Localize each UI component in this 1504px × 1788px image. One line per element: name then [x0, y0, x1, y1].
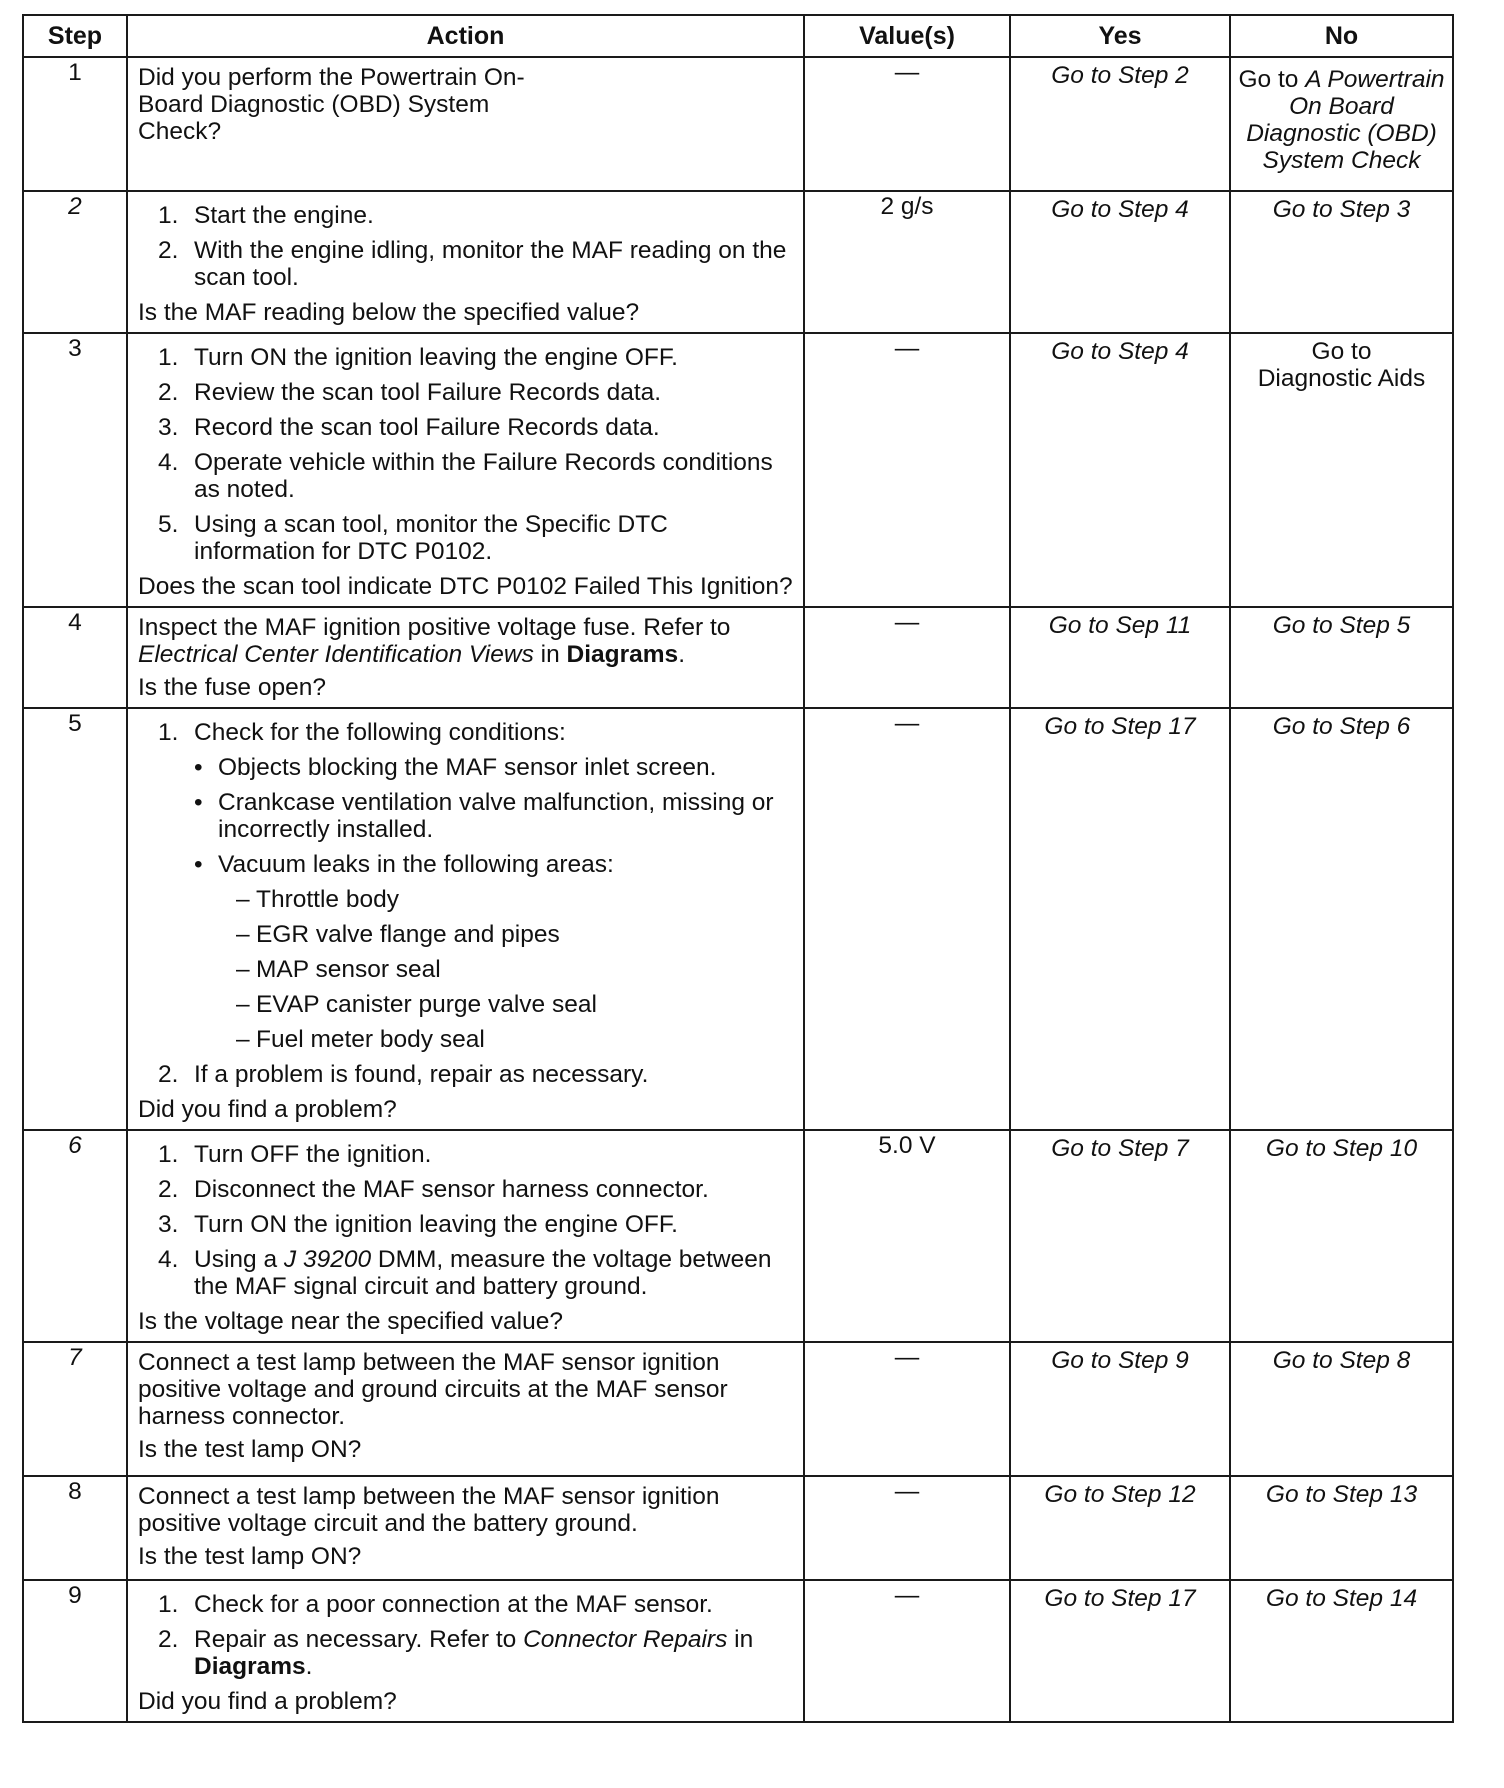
- header-no: No: [1230, 15, 1453, 57]
- value-cell: —: [804, 1580, 1010, 1722]
- action-text: Connect a test lamp between the MAF sensor ignition positive voltage circuit and the battery ground.: [138, 1483, 720, 1537]
- list-item: 3. Turn ON the ignition leaving the engine OFF.: [158, 1211, 678, 1238]
- question: Did you find a problem?: [138, 1096, 397, 1123]
- table-row: [23, 1342, 1453, 1476]
- no-cell: Go to Step 10: [1230, 1130, 1453, 1342]
- no-cell: Go to Step 3: [1230, 191, 1453, 333]
- step-number: 7: [23, 1342, 127, 1476]
- list-item: 2. Repair as necessary. Refer to Connector Repairs in Diagrams.: [158, 1626, 754, 1680]
- step-number: 5: [23, 708, 127, 1130]
- table-row: [23, 1580, 1453, 1722]
- table-row: [23, 333, 1453, 607]
- yes-cell: Go to Step 12: [1010, 1476, 1230, 1580]
- step-number: 2: [23, 191, 127, 333]
- step-number: 6: [23, 1130, 127, 1342]
- bullet-item: • Crankcase ventilation valve malfunction, missing or incorrectly installed.: [194, 789, 774, 843]
- dash-item: – MAP sensor seal: [236, 956, 441, 983]
- list-item: 4. Operate vehicle within the Failure Records conditions as noted.: [158, 449, 773, 503]
- step-number: 4: [23, 607, 127, 708]
- table-row: [23, 1476, 1453, 1580]
- table-row: [23, 57, 1453, 191]
- bullet-item: • Objects blocking the MAF sensor inlet screen.: [194, 754, 717, 781]
- action-cell: [127, 333, 804, 607]
- action-text: Did you perform the Powertrain On-Board Diagnostic (OBD) System Check?: [138, 64, 525, 145]
- step-number: 9: [23, 1580, 127, 1722]
- no-cell: Go to Step 8: [1230, 1342, 1453, 1476]
- list-item: 1. Turn ON the ignition leaving the engine OFF.: [158, 344, 678, 371]
- action-cell: [127, 607, 804, 708]
- value-cell: —: [804, 708, 1010, 1130]
- table-row: [23, 191, 1453, 333]
- list-item: 2. With the engine idling, monitor the MAF reading on the scan tool.: [158, 237, 787, 291]
- no-prefix: Go to: [1238, 66, 1306, 93]
- no-line-2: Diagnostic Aids: [1257, 365, 1426, 392]
- question: Is the test lamp ON?: [138, 1436, 362, 1463]
- question: Is the test lamp ON?: [138, 1543, 362, 1570]
- action-cell: [127, 1130, 804, 1342]
- no-cell: [1230, 333, 1453, 607]
- yes-cell: Go to Step 17: [1010, 1580, 1230, 1722]
- value-cell: —: [804, 57, 1010, 191]
- header-row: [23, 15, 1453, 57]
- yes-cell: Go to Sep 11: [1010, 607, 1230, 708]
- yes-cell: Go to Step 4: [1010, 191, 1230, 333]
- action-cell: [127, 708, 804, 1130]
- value-cell: —: [804, 333, 1010, 607]
- yes-cell: Go to Step 17: [1010, 708, 1230, 1130]
- question: Does the scan tool indicate DTC P0102 Failed This Ignition?: [138, 573, 793, 600]
- list-item: 2. If a problem is found, repair as necessary.: [158, 1061, 649, 1088]
- value-cell: 2 g/s: [804, 191, 1010, 333]
- action-text: Inspect the MAF ignition positive voltage fuse. Refer to Electrical Center Identification Views in Diagrams.: [138, 614, 731, 668]
- diagnostic-table: [22, 14, 1454, 1723]
- table-row: [23, 1130, 1453, 1342]
- header-step: Step: [23, 15, 127, 57]
- no-cell: Go to Step 13: [1230, 1476, 1453, 1580]
- no-cell: Go to Step 14: [1230, 1580, 1453, 1722]
- list-item: 2. Review the scan tool Failure Records data.: [158, 379, 662, 406]
- yes-cell: Go to Step 2: [1010, 57, 1230, 191]
- step-number: 3: [23, 333, 127, 607]
- yes-cell: Go to Step 7: [1010, 1130, 1230, 1342]
- action-cell: [127, 1476, 804, 1580]
- no-cell: Go to Step 5: [1230, 607, 1453, 708]
- no-line-1: Go to: [1311, 338, 1372, 365]
- action-cell: [127, 1342, 804, 1476]
- dash-item: – Throttle body: [236, 886, 399, 913]
- header-yes: Yes: [1010, 15, 1230, 57]
- dash-item: – EVAP canister purge valve seal: [236, 991, 597, 1018]
- list-item: 5. Using a scan tool, monitor the Specific DTC information for DTC P0102.: [158, 511, 668, 565]
- list-item: 1. Turn OFF the ignition.: [158, 1141, 432, 1168]
- value-cell: —: [804, 1476, 1010, 1580]
- question: Is the voltage near the specified value?: [138, 1308, 563, 1335]
- bullet-item: • Vacuum leaks in the following areas:: [194, 851, 614, 878]
- action-text: Connect a test lamp between the MAF sensor ignition positive voltage and ground circuits at the MAF sensor harness connector.: [138, 1349, 728, 1430]
- list-item: 1. Start the engine.: [158, 202, 374, 229]
- action-cell: [127, 1580, 804, 1722]
- action-cell: [127, 57, 804, 191]
- list-item: 3. Record the scan tool Failure Records data.: [158, 414, 660, 441]
- yes-cell: Go to Step 4: [1010, 333, 1230, 607]
- table-row: [23, 708, 1453, 1130]
- table-row: [23, 607, 1453, 708]
- dash-item: – EGR valve flange and pipes: [236, 921, 560, 948]
- yes-cell: Go to Step 9: [1010, 1342, 1230, 1476]
- list-item: 1. Check for the following conditions:: [158, 719, 566, 746]
- action-cell: [127, 191, 804, 333]
- header-action: Action: [127, 15, 804, 57]
- list-item: 1. Check for a poor connection at the MAF sensor.: [158, 1591, 713, 1618]
- value-cell: 5.0 V: [804, 1130, 1010, 1342]
- no-cell: [1230, 57, 1453, 191]
- question: Did you find a problem?: [138, 1688, 397, 1715]
- value-cell: —: [804, 607, 1010, 708]
- list-item: 2. Disconnect the MAF sensor harness connector.: [158, 1176, 709, 1203]
- value-cell: —: [804, 1342, 1010, 1476]
- dash-item: – Fuel meter body seal: [236, 1026, 485, 1053]
- no-link: A Powertrain On Board Diagnostic (OBD) System Check: [1246, 66, 1445, 174]
- step-number: 8: [23, 1476, 127, 1580]
- question: Is the MAF reading below the specified value?: [138, 299, 640, 326]
- question: Is the fuse open?: [138, 674, 326, 701]
- step-number: 1: [23, 57, 127, 191]
- no-cell: Go to Step 6: [1230, 708, 1453, 1130]
- header-values: Value(s): [804, 15, 1010, 57]
- list-item: 4. Using a J 39200 DMM, measure the voltage between the MAF signal circuit and battery ground.: [158, 1246, 772, 1300]
